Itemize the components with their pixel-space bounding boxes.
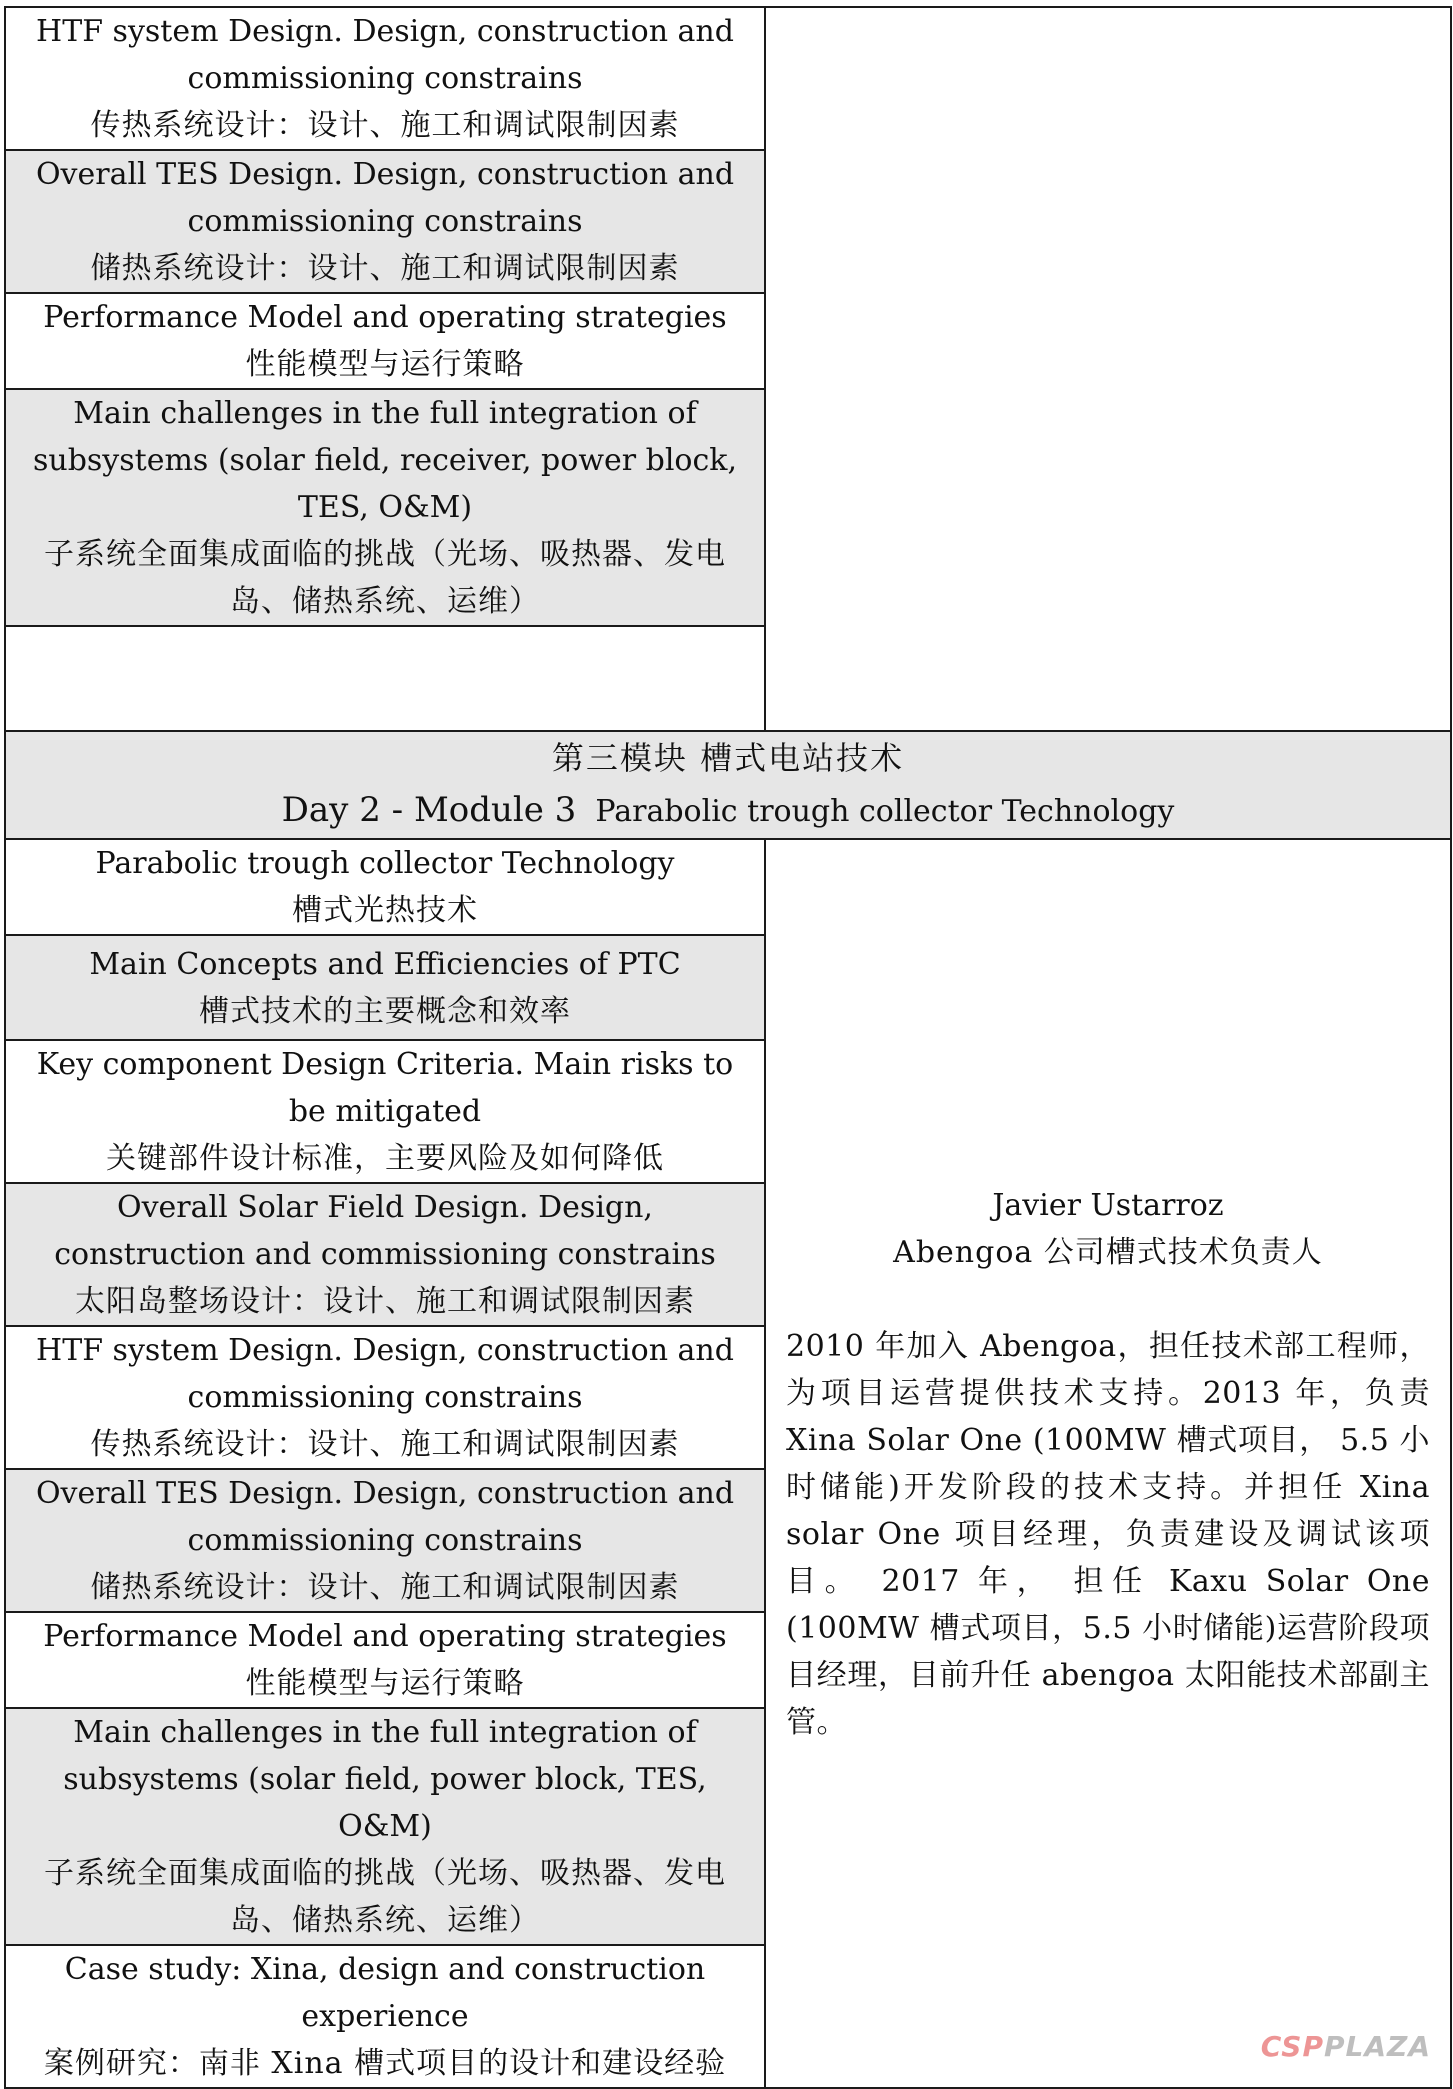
agenda-item-cn: 太阳岛整场设计：设计、施工和调试限制因素	[75, 1284, 695, 1319]
agenda-item	[5, 1612, 765, 1708]
agenda-item-en: Main challenges in the full integration of subsystems (solar field, power block, TES, O&M)	[63, 1715, 707, 1844]
module-title-en	[26, 784, 1430, 838]
agenda-item	[5, 293, 765, 389]
agenda-item-cn: 性能模型与运行策略	[245, 1666, 525, 1701]
agenda-item-en: Parabolic trough collector Technology	[95, 846, 675, 881]
speaker-cell-empty	[765, 7, 1451, 731]
agenda-item	[5, 1945, 765, 2088]
agenda-item-cn: 储热系统设计：设计、施工和调试限制因素	[90, 251, 680, 286]
agenda-item-en: HTF system Design. Design, construction and commissioning constrains	[36, 14, 734, 96]
speaker-cell	[765, 839, 1451, 2088]
agenda-item-en: Main Concepts and Efficiencies of PTC	[89, 946, 681, 982]
agenda-item-cn: 案例研究：南非 Xina 槽式项目的设计和建设经验	[43, 2046, 727, 2081]
speaker-title: Abengoa 公司槽式技术负责人	[893, 1234, 1323, 1270]
agenda-item	[5, 389, 765, 626]
agenda-item	[5, 839, 765, 935]
agenda-item-en: Performance Model and operating strategies	[43, 1619, 727, 1654]
agenda-item-cn: 槽式技术的主要概念和效率	[199, 993, 571, 1029]
agenda-item-cn: 槽式光热技术	[292, 893, 478, 928]
agenda-item-cn: 传热系统设计：设计、施工和调试限制因素	[90, 1427, 680, 1462]
module-title-cn: 第三模块 槽式电站技术	[551, 739, 905, 777]
agenda-item	[5, 1326, 765, 1469]
module-day-label: Day 2 - Module 3	[281, 790, 577, 830]
agenda-item-en: Case study: Xina, design and construction experience	[64, 1952, 706, 2034]
agenda-item-empty	[5, 626, 765, 731]
agenda-item-cn: 性能模型与运行策略	[245, 347, 525, 382]
speaker-name: Javier Ustarroz	[992, 1187, 1224, 1223]
agenda-item-cn: 储热系统设计：设计、施工和调试限制因素	[90, 1570, 680, 1605]
agenda-item	[5, 1469, 765, 1612]
agenda-item-cn: 关键部件设计标准，主要风险及如何降低	[106, 1141, 664, 1176]
agenda-item	[5, 7, 765, 150]
agenda-item-en: Overall TES Design. Design, construction and commissioning constrains	[35, 157, 735, 239]
agenda-item-en: Overall TES Design. Design, construction and commissioning constrains	[35, 1476, 735, 1558]
agenda-item-en: HTF system Design. Design, construction and commissioning constrains	[36, 1333, 734, 1415]
speaker-bio: 2010 年加入 Abengoa，担任技术部工程师，为项目运营提供技术支持。2013 年，负责 Xina Solar One (100MW 槽式项目， 5.5 小时储能)开发阶段的技术支持。并担任 Xina solar One 项目经理，负责建设及调试该项目。 2017 年， 担任 Kaxu Solar One (100MW 槽式项目，5.5 小时储能)运营阶段项目经理，目前升任 abengoa 太阳能技术部副主管。	[786, 1328, 1430, 1740]
agenda-item-en: Main challenges in the full integration of subsystems (solar field, receiver, power block, TES, O&M)	[32, 396, 738, 525]
agenda-item	[5, 1708, 765, 1945]
agenda-item-cn: 子系统全面集成面临的挑战（光场、吸热器、发电岛、储热系统、运维）	[44, 537, 726, 619]
watermark-logo: CSPPLAZA	[1260, 2030, 1431, 2063]
agenda-item	[5, 150, 765, 293]
agenda-item	[5, 1183, 765, 1326]
module-header	[5, 731, 1451, 839]
module-topic-label: Parabolic trough collector Technology	[595, 794, 1175, 829]
agenda-item-cn: 传热系统设计：设计、施工和调试限制因素	[90, 108, 680, 143]
schedule-table	[4, 6, 1452, 2089]
agenda-item	[5, 935, 765, 1040]
agenda-item-en: Performance Model and operating strategies	[43, 300, 727, 335]
agenda-item-en: Key component Design Criteria. Main risks to be mitigated	[36, 1047, 734, 1129]
agenda-item	[5, 1040, 765, 1183]
agenda-item-en: Overall Solar Field Design. Design, construction and commissioning constrains	[54, 1190, 716, 1272]
agenda-item-cn: 子系统全面集成面临的挑战（光场、吸热器、发电岛、储热系统、运维）	[44, 1856, 726, 1938]
